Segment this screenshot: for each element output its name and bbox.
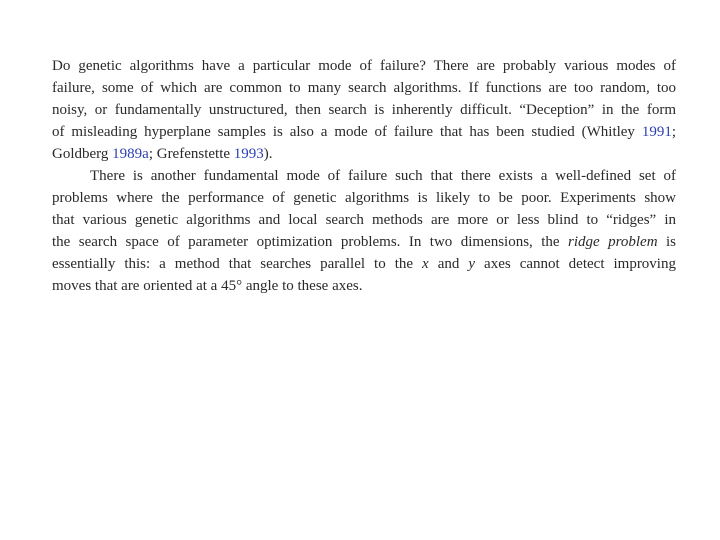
line-text: and (428, 256, 469, 272)
body-text (52, 55, 676, 297)
paragraph-2-line-4 (52, 231, 676, 253)
paragraph-1-line-2: failure, some of which are common to many search algorithms. If functions are too random, too (52, 80, 676, 96)
paragraph-1-line-3: noisy, or fundamentally unstructured, then search is inherently difficult. “Deception” in the form (52, 102, 676, 118)
line-text: axes cannot detect improving (475, 256, 676, 272)
line-text: Goldberg (52, 146, 113, 162)
line-text: ; (671, 124, 676, 140)
paragraph-2-line-6: moves that are oriented at a 45° angle to these axes. (52, 278, 363, 294)
paragraph-1-line-4 (52, 121, 676, 143)
citation-link-goldberg-1989a[interactable]: 1989a (112, 146, 149, 162)
paragraph-2-line-1: There is another fundamental mode of failure such that there exists a well-defined set of (90, 168, 676, 184)
paragraph-2-line-3: that various genetic algorithms and local search methods are more or less blind to “ridges” in (52, 212, 676, 228)
line-text: the search space of parameter optimization problems. In two dimensions, the (52, 234, 568, 250)
x-variable: x (422, 256, 429, 272)
line-text: is (657, 234, 676, 250)
citation-link-grefenstette-1993[interactable]: 1993 (233, 146, 264, 162)
paragraph-2-line-5 (52, 253, 676, 275)
y-variable: y (468, 256, 476, 272)
line-text: ). (263, 146, 273, 162)
line-text: ; Grefenstette (148, 146, 234, 162)
line-text: of misleading hyperplane samples is also a mode of failure that has been studied (Whitley (52, 124, 642, 140)
paragraph-2-line-2: problems where the performance of genetic algorithms is likely to be poor. Experiments show (52, 190, 676, 206)
citation-link-whitley-1991[interactable]: 1991 (641, 124, 672, 140)
ridge-problem-term: ridge problem (568, 234, 658, 250)
paragraph-2 (52, 165, 676, 297)
paragraph-1-line-5 (52, 143, 676, 165)
paragraph-1 (52, 55, 676, 165)
line-text: essentially this: a method that searches parallel to the (52, 256, 423, 272)
paragraph-1-line-1: Do genetic algorithms have a particular mode of failure? There are probably various modes of (52, 58, 676, 74)
